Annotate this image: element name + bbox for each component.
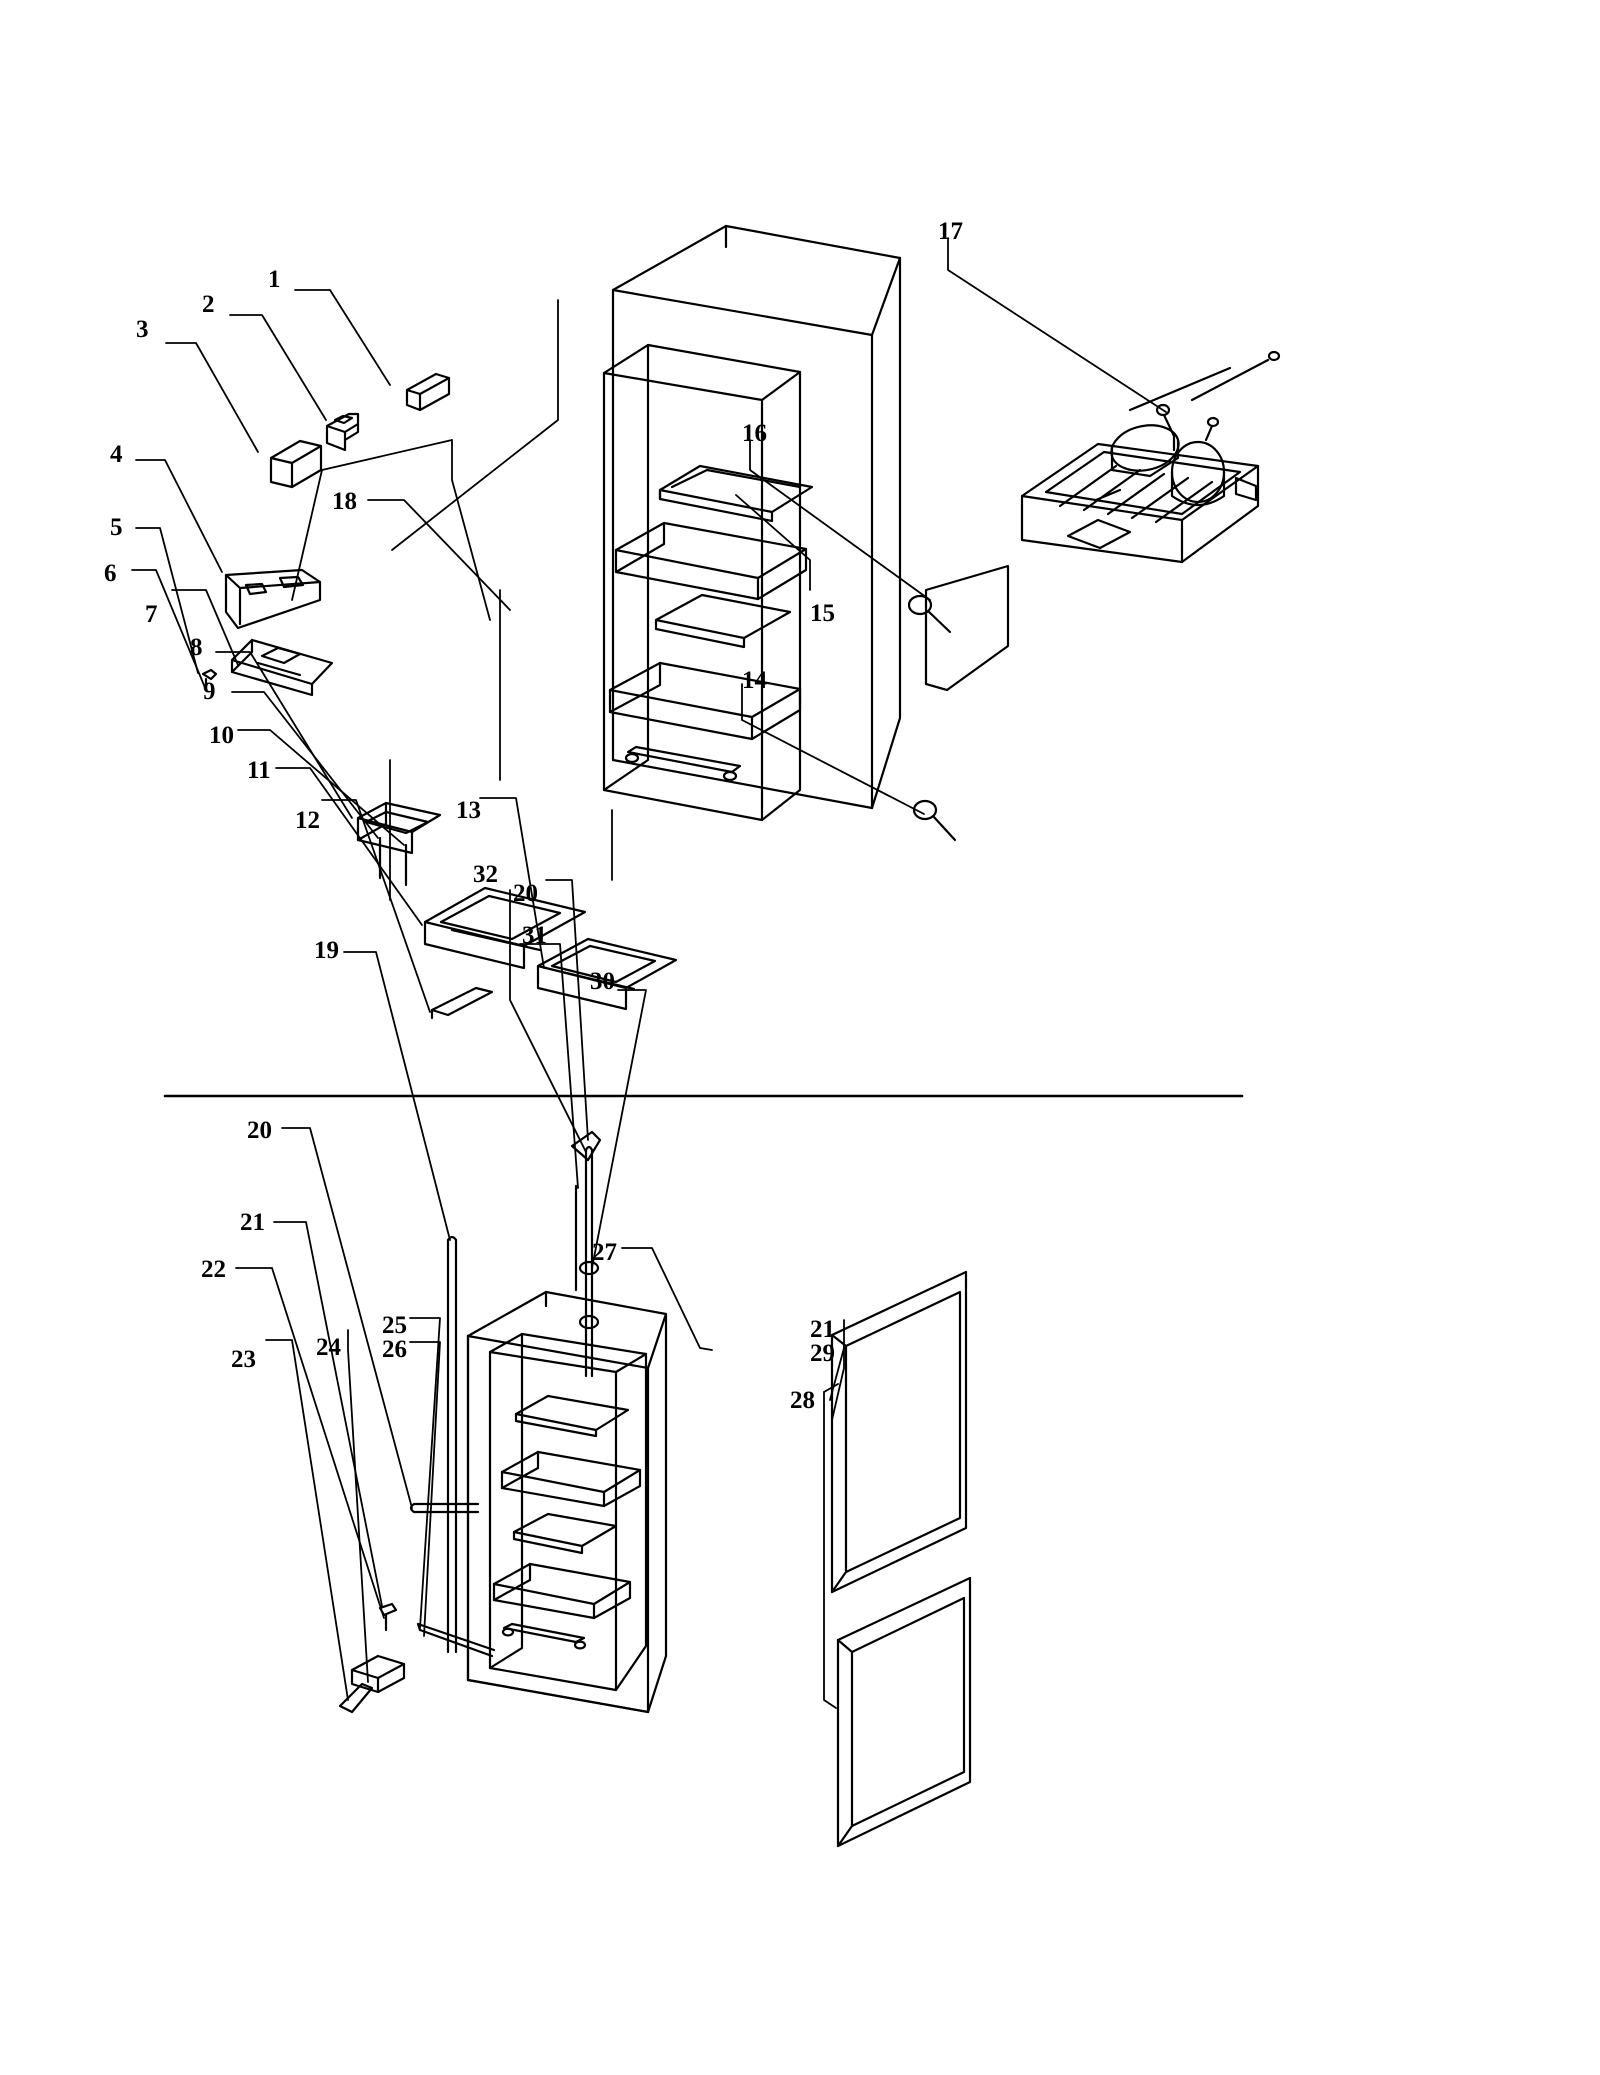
callout-20-lower: 20 bbox=[247, 1117, 272, 1144]
upper-crisper-frame bbox=[616, 523, 806, 599]
callout-4: 4 bbox=[110, 441, 123, 468]
callout-21-right: 21 bbox=[810, 1316, 835, 1343]
part-2-bracket bbox=[327, 414, 358, 450]
lower-leader-lines bbox=[236, 880, 844, 1708]
callout-22: 22 bbox=[201, 1256, 226, 1283]
part-7-light-panel bbox=[232, 640, 332, 695]
part-4-light-shield bbox=[226, 570, 320, 628]
callout-30: 30 bbox=[590, 968, 615, 995]
callout-17: 17 bbox=[938, 218, 963, 245]
lower-cabinet-liner bbox=[468, 1334, 648, 1712]
part-12-bracket bbox=[432, 988, 492, 1018]
upper-shelf-rail bbox=[660, 466, 812, 521]
callout-9: 9 bbox=[203, 678, 216, 705]
callout-11: 11 bbox=[247, 757, 271, 784]
part-29-upper-door bbox=[832, 1272, 966, 1592]
callout-2: 2 bbox=[202, 291, 215, 318]
callout-32: 32 bbox=[473, 861, 498, 888]
part-23-hinge bbox=[340, 1656, 404, 1712]
part-17-compressor-assembly bbox=[1022, 352, 1279, 562]
lower-shelf-rails bbox=[494, 1396, 640, 1648]
callout-25: 25 bbox=[382, 1312, 407, 1339]
part-16-panel bbox=[926, 566, 1008, 690]
callout-28: 28 bbox=[790, 1387, 815, 1414]
callout-27: 27 bbox=[592, 1239, 617, 1266]
part-15-plug bbox=[909, 596, 950, 632]
callout-18: 18 bbox=[332, 488, 357, 515]
callout-31: 31 bbox=[522, 922, 547, 949]
callout-14: 14 bbox=[742, 667, 767, 694]
callout-5: 5 bbox=[110, 514, 123, 541]
callout-21-left: 21 bbox=[240, 1209, 265, 1236]
callout-20-upper: 20 bbox=[513, 880, 538, 907]
callout-12: 12 bbox=[295, 807, 320, 834]
callout-13: 13 bbox=[456, 797, 481, 824]
callout-16: 16 bbox=[742, 420, 767, 447]
part-1-switch bbox=[407, 374, 449, 410]
callout-7: 7 bbox=[145, 601, 158, 628]
callout-26: 26 bbox=[382, 1336, 407, 1363]
callout-3: 3 bbox=[136, 316, 149, 343]
callout-29: 29 bbox=[810, 1340, 835, 1367]
callout-23: 23 bbox=[231, 1346, 256, 1373]
upper-mid-rail bbox=[656, 595, 790, 647]
upper-lower-frame bbox=[610, 663, 800, 780]
callout-1: 1 bbox=[268, 266, 281, 293]
callout-15: 15 bbox=[810, 600, 835, 627]
part-22-bolt bbox=[380, 1604, 396, 1630]
callout-24: 24 bbox=[316, 1334, 341, 1361]
callout-19: 19 bbox=[314, 937, 339, 964]
callout-8: 8 bbox=[190, 634, 203, 661]
callout-6: 6 bbox=[104, 560, 117, 587]
part-28-lower-door bbox=[838, 1578, 970, 1846]
part-3-cover bbox=[271, 441, 321, 487]
part-19-tube bbox=[448, 1237, 456, 1652]
part-14-plug bbox=[914, 801, 955, 840]
lower-cabinet-body bbox=[468, 1292, 666, 1712]
callout-10: 10 bbox=[209, 722, 234, 749]
